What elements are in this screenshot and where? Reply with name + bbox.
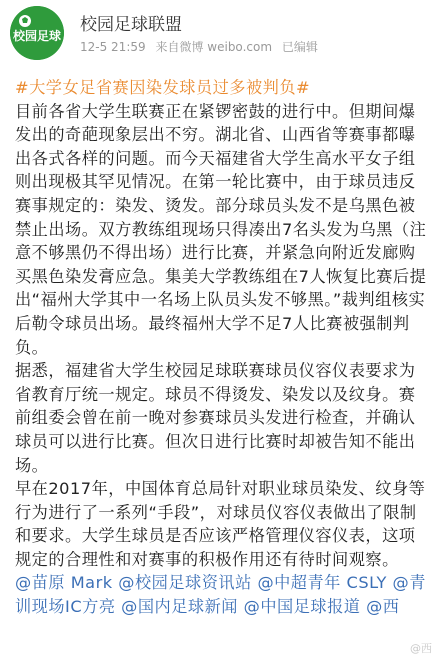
- avatar-logo-text: 校园足球: [12, 29, 62, 43]
- mention-xi[interactable]: @西: [366, 597, 400, 617]
- post-paragraph-2: 据悉，福建省大学生校园足球联赛球员仪容仪表要求为省教育厅统一规定。球员不得烫发、染发以及纹身。赛前组委会曾在前一晚对参赛球员头发进行检查，并确认球员可以进行比赛。但次日进行比赛时却被告知不能出场。: [15, 361, 416, 475]
- watermark: @西: [410, 642, 432, 655]
- mention-zhongchao-qingnian[interactable]: @中超青年 CSLY: [257, 573, 387, 593]
- edited-label: 已编辑: [281, 40, 318, 54]
- post-source[interactable]: 来自微博 weibo.com: [155, 40, 273, 54]
- mention-guonei-zuqiu[interactable]: @国内足球新闻: [121, 597, 238, 617]
- campus-football-logo-icon: [10, 6, 64, 60]
- mention-xiaoyuan-zixun[interactable]: @校园足球资讯站: [118, 573, 252, 593]
- post-date: 12-5 21:59: [80, 40, 146, 54]
- hashtag-link[interactable]: #大学女足省赛因染发球员过多被判负#: [15, 78, 311, 97]
- mention-qingxun-xianchang[interactable]: @青训现场IC方亮: [15, 573, 426, 617]
- account-name[interactable]: 校园足球联盟: [80, 15, 182, 35]
- mentions-line: [15, 571, 429, 618]
- avatar[interactable]: [10, 6, 64, 60]
- mention-miaoyuan[interactable]: @苗原 Mark: [15, 573, 113, 593]
- post-body: [15, 76, 429, 619]
- post-header: [0, 0, 440, 76]
- post-paragraph-3: 早在2017年，中国体育总局针对职业球员染发、纹身等行为进行了一系列“手段”，对球员仪容仪表做出了限制和要求。大学生球员是否应该严格管理仪容仪表，这项规定的合理性和对赛事的积极作用还有待时间观察。: [15, 479, 426, 569]
- mention-zhongguo-zuqiu-baodao[interactable]: @中国足球报道: [243, 597, 361, 617]
- post-meta: [80, 38, 324, 55]
- post-hashtag-line: [15, 76, 429, 100]
- post-paragraph-1: 目前各省大学生联赛正在紧锣密鼓的进行中。但期间爆发出的奇葩现象层出不穷。湖北省、山西省等赛事都曝出各式各样的问题。而今天福建省大学生高水平女子组则出现极其罕见情况。在第一轮比赛中，由于球员违反赛事规定的：染发、烫发。部分球员头发不是乌黑色被禁止出场。双方教练组现场只得凑出7名头发为乌黑（注意不够黑仍不得出场）进行比赛，并紧急向附近发廊购买黑色染发膏应急。集美大学教练组在7人恢复比赛后提出“福州大学其中一名场上队员头发不够黑。”裁判组核实后勒令球员出场。最终福州大学不足7人比赛被强制判负。: [15, 101, 427, 357]
